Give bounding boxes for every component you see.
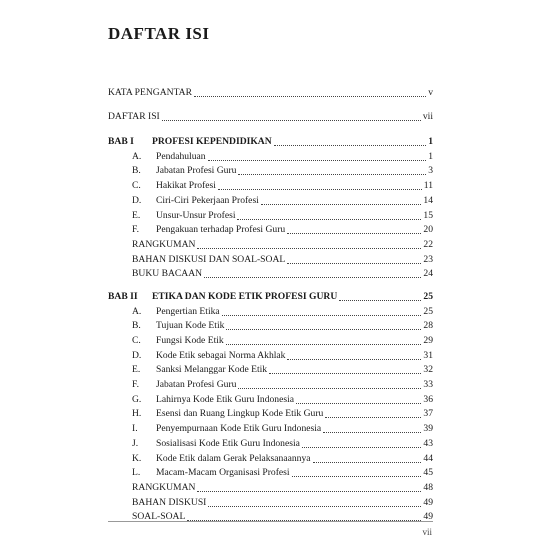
toc-page-number: 49 [423,511,433,523]
toc-item[interactable] [108,192,433,207]
toc-extra[interactable] [108,494,433,509]
toc-page-number: 11 [423,180,433,192]
dot-leader [238,174,426,175]
toc-item[interactable] [108,207,433,222]
toc-item[interactable] [108,222,433,237]
toc-item[interactable] [108,332,433,347]
toc-entry-label: Esensi dan Ruang Lingkup Kode Etik Guru [156,408,324,420]
dot-leader [274,145,427,146]
dot-leader [226,329,421,330]
toc-page-number: 44 [423,452,433,464]
dot-leader [302,447,422,448]
item-letter: K. [132,452,142,464]
toc-item[interactable] [108,362,433,377]
item-letter: I. [132,423,138,435]
item-letter: C. [132,180,141,192]
toc-page-number: 45 [423,467,433,479]
toc-item[interactable] [108,420,433,435]
toc-extra[interactable] [108,236,433,251]
toc-page-number: 1 [428,150,433,162]
toc-entry-label: KATA PENGANTAR [108,86,193,98]
dot-leader [197,248,421,249]
toc-page-number: v [428,86,433,98]
dot-leader [208,160,427,161]
toc-entry-label: Fungsi Kode Etik [156,335,224,346]
toc-entry-label: Tujuan Kode Etik [156,320,225,332]
item-letter: A. [132,305,142,317]
dot-leader [269,373,421,374]
toc-entry-label: BUKU BACAAN [132,268,203,280]
toc-entry-label: RANGKUMAN [132,238,196,250]
toc-page-number: 25 [423,290,433,302]
item-letter: F. [132,379,139,391]
dot-leader [222,315,422,316]
toc-entry-label: Hakikat Profesi [156,180,216,192]
dot-leader [226,344,422,345]
dot-leader [204,277,421,278]
item-letter: A. [132,150,142,162]
toc-entry-label: Lahirnya Kode Etik Guru Indonesia [156,393,295,405]
toc-entry-label: BAHAN DISKUSI DAN SOAL-SOAL [132,253,286,265]
toc-page-number: 37 [423,408,433,420]
toc-page-number: 29 [423,335,433,346]
toc-extra[interactable] [108,266,433,281]
item-letter: J. [132,437,139,449]
toc-entry-label: RANGKUMAN [132,481,196,493]
toc-item[interactable] [108,435,433,450]
toc-item[interactable] [108,376,433,391]
toc-entry-label: Penyempurnaan Kode Etik Guru Indonesia [156,423,322,435]
toc-entry-label: DAFTAR ISI [108,111,160,123]
toc-page-number: 20 [423,224,433,236]
table-of-contents [108,84,433,523]
toc-page-number: 32 [423,364,433,376]
dot-leader [339,300,421,301]
dot-leader [287,263,421,264]
toc-entry-label: Unsur-Unsur Profesi [156,209,236,221]
toc-item[interactable] [108,303,433,318]
chapter-title: PROFESI KEPENDIDIKAN [152,136,272,148]
footer-page-number: vii [422,527,432,537]
dot-leader [162,120,421,121]
toc-entry-label: Kode Etik sebagai Norma Akhlak [156,349,286,361]
dot-leader [323,432,421,433]
footer-divider [108,521,433,522]
chapter-title: ETIKA DAN KODE ETIK PROFESI GURU [152,290,338,302]
dot-leader [296,403,421,404]
item-letter: D. [132,349,142,361]
dot-leader [325,417,421,418]
toc-item[interactable] [108,318,433,333]
toc-item[interactable] [108,177,433,192]
toc-item[interactable] [108,347,433,362]
toc-page-number: 36 [423,393,433,405]
dot-leader [237,219,421,220]
toc-page-number: 15 [423,209,433,221]
item-letter: H. [132,408,142,420]
toc-page-number: 1 [428,136,433,148]
dot-leader [208,506,421,507]
item-letter: L. [132,467,141,479]
toc-page-number: 28 [423,320,433,332]
toc-entry-label: Pengakuan terhadap Profesi Guru [156,224,286,236]
toc-entry-label: Jabatan Profesi Guru [156,165,237,177]
item-letter: E. [132,209,141,221]
toc-entry-kata-pengantar[interactable] [108,84,433,99]
toc-item[interactable] [108,391,433,406]
toc-page-number: vii [422,111,433,123]
toc-page-number: 25 [423,305,433,317]
toc-entry-label: Kode Etik dalam Gerak Pelaksanaannya [156,452,311,464]
toc-page-number: 3 [428,165,433,177]
toc-page-number: 31 [423,349,433,361]
toc-chapter-bab-1[interactable] [108,133,433,148]
toc-page-number: 22 [423,238,433,250]
toc-item[interactable] [108,163,433,178]
toc-entry-label: Macam-Macam Organisasi Profesi [156,467,290,479]
chapter-number: BAB I [108,136,134,148]
toc-entry-daftar-isi[interactable] [108,109,433,124]
dot-leader [194,96,426,97]
dot-leader [292,476,422,477]
toc-chapter-bab-2[interactable] [108,288,433,303]
item-letter: B. [132,320,141,332]
dot-leader [197,491,421,492]
toc-item[interactable] [108,465,433,480]
toc-extra[interactable] [108,251,433,266]
item-letter: G. [132,393,142,405]
toc-entry-label: Pengertian Etika [156,305,220,317]
toc-entry-label: Pendahuluan [156,150,206,162]
toc-page-number: 14 [423,194,433,206]
toc-page-number: 24 [423,268,433,280]
dot-leader [261,204,422,205]
toc-page-number: 49 [423,496,433,508]
item-letter: D. [132,194,142,206]
toc-entry-label: Sosialisasi Kode Etik Guru Indonesia [156,437,300,449]
toc-page-number: 48 [423,481,433,493]
toc-entry-label: BAHAN DISKUSI [132,496,207,508]
toc-item[interactable] [108,406,433,421]
item-letter: C. [132,335,141,346]
chapter-number: BAB II [108,290,138,302]
dot-leader [218,189,422,190]
dot-leader [313,462,422,463]
dot-leader [238,388,421,389]
toc-item[interactable] [108,148,433,163]
dot-leader [287,233,421,234]
toc-entry-label: Ciri-Ciri Pekerjaan Profesi [156,194,259,206]
toc-entry-label: Sanksi Melanggar Kode Etik [156,364,268,376]
item-letter: F. [132,224,139,236]
toc-item[interactable] [108,450,433,465]
page-title: DAFTAR ISI [108,24,210,43]
toc-entry-label: Jabatan Profesi Guru [156,379,237,391]
toc-entry-label: SOAL-SOAL [132,511,186,523]
toc-page-number: 33 [423,379,433,391]
toc-page-number: 23 [423,253,433,265]
toc-page-number: 39 [423,423,433,435]
item-letter: E. [132,364,141,376]
toc-extra[interactable] [108,479,433,494]
item-letter: B. [132,165,141,177]
dot-leader [287,359,421,360]
toc-page-number: 43 [423,437,433,449]
